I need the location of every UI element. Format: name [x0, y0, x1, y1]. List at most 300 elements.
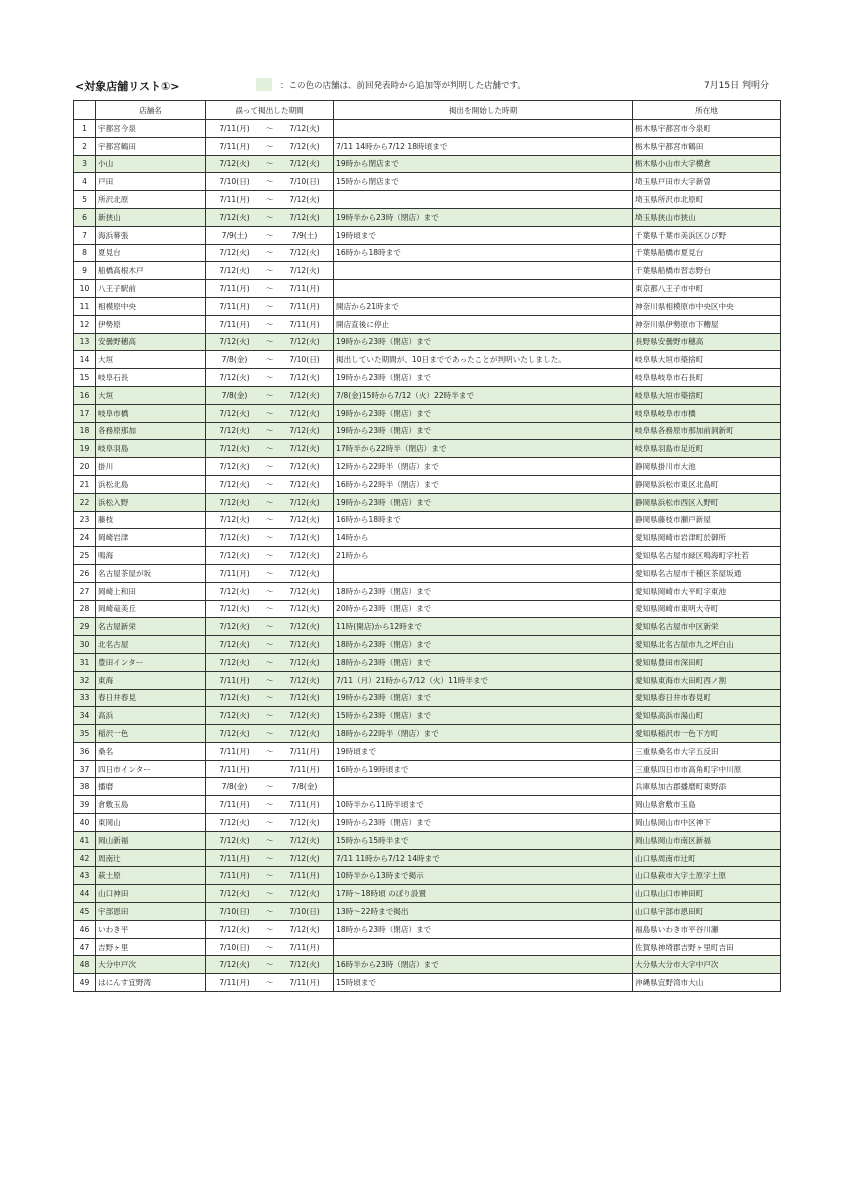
location: 愛知県稲沢市一色下方町 [633, 725, 781, 743]
start-time [334, 938, 633, 956]
store-name: 倉敷玉島 [96, 796, 206, 814]
store-name: 春日井春見 [96, 689, 206, 707]
store-name: 東岡山 [96, 814, 206, 832]
period-separator: ～ [265, 675, 274, 685]
store-name: 鳴海 [96, 547, 206, 565]
table-row [74, 600, 781, 618]
period-separator: ～ [265, 301, 274, 311]
start-time: 16時から19時頃まで [334, 760, 633, 778]
location: 佐賀県神埼郡吉野ヶ里町吉田 [633, 938, 781, 956]
period-to: 7/11(月) [289, 978, 320, 988]
start-time: 13時～22時まで掲出 [334, 903, 633, 921]
table-row [74, 280, 781, 298]
start-time: 14時から [334, 529, 633, 547]
store-table [73, 100, 781, 992]
start-time [334, 778, 633, 796]
period-to: 7/12(火) [289, 497, 320, 507]
period-cell [206, 226, 334, 244]
row-number: 41 [74, 831, 96, 849]
period-from: 7/10(日) [219, 177, 250, 187]
location: 三重県四日市市高角町字中川原 [633, 760, 781, 778]
period-cell [206, 155, 334, 173]
start-time: 10時半から11時半頃まで [334, 796, 633, 814]
row-number: 35 [74, 725, 96, 743]
period-to: 7/12(火) [289, 195, 320, 205]
row-number: 8 [74, 244, 96, 262]
start-time: 12時から22時半（閉店）まで [334, 458, 633, 476]
period-from: 7/12(火) [219, 586, 250, 596]
table-row [74, 974, 781, 992]
location: 愛知県名古屋市緑区鳴海町字杜若 [633, 547, 781, 565]
period-separator: ～ [265, 408, 274, 418]
start-time [334, 191, 633, 209]
period-from: 7/12(火) [219, 604, 250, 614]
row-number: 32 [74, 671, 96, 689]
start-time: 17時～18時頃 のぼり設置 [334, 885, 633, 903]
table-row [74, 351, 781, 369]
location: 東京都八王子市中町 [633, 280, 781, 298]
period-cell [206, 689, 334, 707]
row-number: 42 [74, 849, 96, 867]
start-time: 15時頃まで [334, 974, 633, 992]
row-number: 16 [74, 386, 96, 404]
store-name: 岡崎竜美丘 [96, 600, 206, 618]
table-row [74, 725, 781, 743]
period-cell [206, 742, 334, 760]
location: 千葉県千葉市美浜区ひび野 [633, 226, 781, 244]
period-cell [206, 440, 334, 458]
location: 沖縄県宜野湾市大山 [633, 974, 781, 992]
period-cell [206, 458, 334, 476]
location: 岐阜県岐阜市市橋 [633, 404, 781, 422]
start-time: 18時から23時（閉店）まで [334, 653, 633, 671]
row-number: 48 [74, 956, 96, 974]
period-cell [206, 529, 334, 547]
start-time: 18時から22時半（閉店）まで [334, 725, 633, 743]
period-separator: ～ [265, 853, 274, 863]
period-from: 7/12(火) [219, 693, 250, 703]
store-name: 山口神田 [96, 885, 206, 903]
period-to: 7/12(火) [289, 373, 320, 383]
table-row [74, 369, 781, 387]
period-separator: ～ [265, 426, 274, 436]
period-from: 7/11(月) [219, 800, 250, 810]
period-from: 7/12(火) [219, 212, 250, 222]
store-name: 名古屋新栄 [96, 618, 206, 636]
start-time: 15時から15時半まで [334, 831, 633, 849]
store-name: 浜松入野 [96, 493, 206, 511]
period-from: 7/11(月) [219, 746, 250, 756]
table-row [74, 529, 781, 547]
row-number: 37 [74, 760, 96, 778]
store-name: 大垣 [96, 386, 206, 404]
period-separator: ～ [265, 123, 274, 133]
table-header-row [74, 101, 781, 120]
table-row [74, 404, 781, 422]
table-row [74, 297, 781, 315]
period-cell [206, 938, 334, 956]
table-row [74, 885, 781, 903]
location: 岡山県岡山市南区新福 [633, 831, 781, 849]
location: 栃木県小山市大字横倉 [633, 155, 781, 173]
store-name: 船橋高根木戸 [96, 262, 206, 280]
period-separator: ～ [265, 266, 274, 276]
table-row [74, 778, 781, 796]
period-cell [206, 920, 334, 938]
period-from: 7/12(火) [219, 817, 250, 827]
location: 愛知県名古屋市中区新栄 [633, 618, 781, 636]
period-separator: ～ [265, 212, 274, 222]
period-to: 7/12(火) [289, 462, 320, 472]
period-cell [206, 725, 334, 743]
store-name: 各務原那加 [96, 422, 206, 440]
store-name: 萩土原 [96, 867, 206, 885]
period-cell [206, 351, 334, 369]
table-row [74, 956, 781, 974]
start-time: 18時から23時（閉店）まで [334, 920, 633, 938]
start-time [334, 262, 633, 280]
page-header [73, 78, 779, 94]
start-time: 17時半から22時半（閉店）まで [334, 440, 633, 458]
table-row [74, 636, 781, 654]
period-separator: ～ [265, 871, 274, 881]
start-time: 19時から閉店まで [334, 155, 633, 173]
row-number: 7 [74, 226, 96, 244]
period-cell [206, 120, 334, 138]
table-row [74, 564, 781, 582]
table-row [74, 262, 781, 280]
store-name: 八王子駅前 [96, 280, 206, 298]
period-to: 7/12(火) [289, 479, 320, 489]
store-name: 岐阜羽島 [96, 440, 206, 458]
location: 栃木県宇都宮市鶴田 [633, 137, 781, 155]
table-row [74, 333, 781, 351]
period-cell [206, 137, 334, 155]
location: 岡山県岡山市中区神下 [633, 814, 781, 832]
legend-text: ：この色の店舗は、前回発表時から追加等が判明した店舗です。 [280, 80, 526, 91]
period-from: 7/11(月) [219, 141, 250, 151]
table-body [74, 120, 781, 992]
location: 愛知県東海市大田町西ノ割 [633, 671, 781, 689]
period-separator: ～ [265, 195, 274, 205]
period-from: 7/12(火) [219, 426, 250, 436]
period-to: 7/9(土) [291, 230, 318, 240]
period-from: 7/11(月) [219, 675, 250, 685]
location: 千葉県船橋市習志野台 [633, 262, 781, 280]
period-from: 7/12(火) [219, 889, 250, 899]
row-number: 6 [74, 208, 96, 226]
store-name: 安曇野穂高 [96, 333, 206, 351]
store-name: 相模原中央 [96, 297, 206, 315]
column-header-store-name: 店舗名 [96, 101, 206, 120]
period-separator: ～ [265, 640, 274, 649]
period-from: 7/12(火) [219, 266, 250, 276]
period-to: 7/12(火) [289, 159, 320, 169]
table-row [74, 475, 781, 493]
period-from: 7/12(火) [219, 924, 250, 934]
period-separator: ～ [265, 657, 274, 667]
period-from: 7/12(火) [219, 462, 250, 472]
period-from: 7/12(火) [219, 497, 250, 507]
store-name: 掛川 [96, 458, 206, 476]
period-separator: ～ [265, 693, 274, 703]
store-name: 岡崎上和田 [96, 582, 206, 600]
period-cell [206, 831, 334, 849]
table-row [74, 760, 781, 778]
list-title: <対象店舗リスト①> [75, 80, 180, 93]
period-to: 7/11(月) [289, 746, 320, 756]
table-row [74, 689, 781, 707]
location: 埼玉県所沢市北原町 [633, 191, 781, 209]
location: 静岡県浜松市西区入野町 [633, 493, 781, 511]
location: 愛知県春日井市春見町 [633, 689, 781, 707]
start-time: 16時半から23時（閉店）まで [334, 956, 633, 974]
store-name: 宇都宮鶴田 [96, 137, 206, 155]
start-time [334, 280, 633, 298]
location: 岐阜県岐阜市石長町 [633, 369, 781, 387]
location: 山口県萩市大字土原字土原 [633, 867, 781, 885]
store-name: 豊田インター [96, 653, 206, 671]
table-row [74, 315, 781, 333]
row-number: 31 [74, 653, 96, 671]
table-row [74, 653, 781, 671]
row-number: 45 [74, 903, 96, 921]
location: 長野県安曇野市穂高 [633, 333, 781, 351]
period-to: 7/12(火) [289, 711, 320, 721]
store-name: 伊勢原 [96, 315, 206, 333]
period-cell [206, 297, 334, 315]
store-name: 岡山新福 [96, 831, 206, 849]
row-number: 39 [74, 796, 96, 814]
period-separator: ～ [265, 835, 274, 845]
period-cell [206, 404, 334, 422]
period-separator: ～ [265, 889, 274, 899]
period-from: 7/12(火) [219, 337, 250, 347]
period-from: 7/12(火) [219, 835, 250, 845]
row-number: 28 [74, 600, 96, 618]
store-name: 夏見台 [96, 244, 206, 262]
period-cell [206, 173, 334, 191]
period-cell [206, 262, 334, 280]
table-row [74, 244, 781, 262]
location: 岐阜県各務原市那加前洞新町 [633, 422, 781, 440]
legend [256, 78, 526, 91]
period-cell [206, 511, 334, 529]
row-number: 3 [74, 155, 96, 173]
period-cell [206, 493, 334, 511]
period-separator: ～ [265, 515, 274, 525]
start-time: 7/11 14時から7/12 18時頃まで [334, 137, 633, 155]
location: 静岡県掛川市大池 [633, 458, 781, 476]
location: 愛知県北名古屋市九之坪白山 [633, 636, 781, 654]
row-number: 10 [74, 280, 96, 298]
start-time: 16時から18時まで [334, 244, 633, 262]
location: 埼玉県狭山市狭山 [633, 208, 781, 226]
location: 愛知県豊田市深田町 [633, 653, 781, 671]
store-name: 小山 [96, 155, 206, 173]
store-name: 宇都宮今泉 [96, 120, 206, 138]
period-from: 7/12(火) [219, 248, 250, 258]
period-to: 7/11(月) [289, 301, 320, 311]
table-row [74, 831, 781, 849]
row-number: 18 [74, 422, 96, 440]
location: 山口県宇部市恩田町 [633, 903, 781, 921]
table-row [74, 208, 781, 226]
column-header-no [74, 101, 96, 120]
period-to: 7/12(火) [289, 640, 320, 649]
period-cell [206, 778, 334, 796]
period-from: 7/10(日) [219, 906, 250, 916]
period-from: 7/9(土) [221, 230, 248, 240]
period-separator: ～ [265, 355, 274, 365]
period-to: 7/11(月) [289, 800, 320, 810]
period-from: 7/11(月) [219, 853, 250, 863]
store-name: いわき平 [96, 920, 206, 938]
start-time: 19時頃まで [334, 742, 633, 760]
row-number: 47 [74, 938, 96, 956]
location: 神奈川県伊勢原市下糟屋 [633, 315, 781, 333]
start-time: 19時から23時（閉店）まで [334, 422, 633, 440]
table-row [74, 707, 781, 725]
period-cell [206, 618, 334, 636]
table-row [74, 920, 781, 938]
period-from: 7/8(金) [221, 782, 248, 792]
period-from: 7/11(月) [219, 319, 250, 329]
period-separator: ～ [265, 622, 274, 632]
start-time: 開店から21時まで [334, 297, 633, 315]
row-number: 17 [74, 404, 96, 422]
start-time: 19時から23時（閉店）まで [334, 404, 633, 422]
period-cell [206, 369, 334, 387]
table-row [74, 137, 781, 155]
period-to: 7/12(火) [289, 835, 320, 845]
period-from: 7/12(火) [219, 444, 250, 454]
period-cell [206, 315, 334, 333]
store-name: 東海 [96, 671, 206, 689]
period-to: 7/12(火) [289, 123, 320, 133]
period-to: 7/12(火) [289, 390, 320, 400]
store-name: 宇部恩田 [96, 903, 206, 921]
period-to: 7/11(月) [289, 319, 320, 329]
period-from: 7/12(火) [219, 657, 250, 667]
period-cell [206, 422, 334, 440]
period-separator: ～ [265, 782, 274, 792]
row-number: 15 [74, 369, 96, 387]
column-header-start-time: 掲出を開始した時期 [334, 101, 633, 120]
period-cell [206, 760, 334, 778]
table-row [74, 155, 781, 173]
table-row [74, 386, 781, 404]
period-separator: ～ [265, 800, 274, 810]
store-name: はにんす宜野湾 [96, 974, 206, 992]
period-from: 7/12(火) [219, 622, 250, 632]
period-to: 7/12(火) [289, 586, 320, 596]
period-separator: ～ [265, 711, 274, 721]
table-row [74, 440, 781, 458]
start-time: 11時(開店)から12時まで [334, 618, 633, 636]
period-from: 7/12(火) [219, 960, 250, 970]
start-time: 15時から閉店まで [334, 173, 633, 191]
start-time: 19時半から23時（閉店）まで [334, 208, 633, 226]
store-name: 北名古屋 [96, 636, 206, 654]
start-time: 10時半から13時まで掲示 [334, 867, 633, 885]
period-cell [206, 671, 334, 689]
store-name: 桑名 [96, 742, 206, 760]
period-cell [206, 974, 334, 992]
period-to: 7/12(火) [289, 533, 320, 543]
period-from: 7/8(金) [221, 390, 248, 400]
period-cell [206, 796, 334, 814]
location: 兵庫県加古郡播磨町東野添 [633, 778, 781, 796]
period-to: 7/11(月) [289, 284, 320, 294]
period-separator: ～ [265, 728, 274, 738]
table-row [74, 582, 781, 600]
legend-swatch [256, 78, 272, 91]
period-cell [206, 903, 334, 921]
row-number: 30 [74, 636, 96, 654]
period-to: 7/12(火) [289, 657, 320, 667]
period-from: 7/11(月) [219, 568, 250, 578]
start-time: 16時から18時まで [334, 511, 633, 529]
period-cell [206, 956, 334, 974]
store-name: 岐阜石長 [96, 369, 206, 387]
period-to: 7/12(火) [289, 408, 320, 418]
period-from: 7/12(火) [219, 533, 250, 543]
start-time [334, 120, 633, 138]
period-to: 7/12(火) [289, 212, 320, 222]
period-to: 7/12(火) [289, 728, 320, 738]
row-number: 22 [74, 493, 96, 511]
period-from: 7/10(日) [219, 942, 250, 952]
table-row [74, 796, 781, 814]
period-separator: ～ [265, 159, 274, 169]
store-name: 岐阜市橋 [96, 404, 206, 422]
row-number: 40 [74, 814, 96, 832]
location: 静岡県藤枝市瀬戸新屋 [633, 511, 781, 529]
row-number: 46 [74, 920, 96, 938]
period-cell [206, 386, 334, 404]
start-time: 19時頃まで [334, 226, 633, 244]
row-number: 26 [74, 564, 96, 582]
row-number: 12 [74, 315, 96, 333]
start-time: 7/8(金)15時から7/12（火）22時半まで [334, 386, 633, 404]
start-time: 19時から23時（閉店）まで [334, 814, 633, 832]
start-time: 7/11（月）21時から7/12（火）11時半まで [334, 671, 633, 689]
period-separator: ～ [265, 444, 274, 454]
period-separator: ～ [265, 462, 274, 472]
period-from: 7/8(金) [221, 355, 248, 365]
period-cell [206, 244, 334, 262]
location: 福島県いわき市平谷川瀬 [633, 920, 781, 938]
row-number: 33 [74, 689, 96, 707]
row-number: 29 [74, 618, 96, 636]
period-from: 7/12(火) [219, 711, 250, 721]
row-number: 36 [74, 742, 96, 760]
location: 愛知県岡崎市大平町字東池 [633, 582, 781, 600]
table-row [74, 867, 781, 885]
start-time: 掲出していた期間が、10日までであったことが判明いたしました。 [334, 351, 633, 369]
store-name: 周南辻 [96, 849, 206, 867]
table-row [74, 511, 781, 529]
period-separator: ～ [265, 906, 274, 916]
period-cell [206, 564, 334, 582]
period-from: 7/11(月) [219, 123, 250, 133]
row-number: 5 [74, 191, 96, 209]
period-to: 7/12(火) [289, 266, 320, 276]
location: 愛知県名古屋市千種区茶屋坂通 [633, 564, 781, 582]
period-to: 7/12(火) [289, 337, 320, 347]
period-from: 7/12(火) [219, 640, 250, 649]
